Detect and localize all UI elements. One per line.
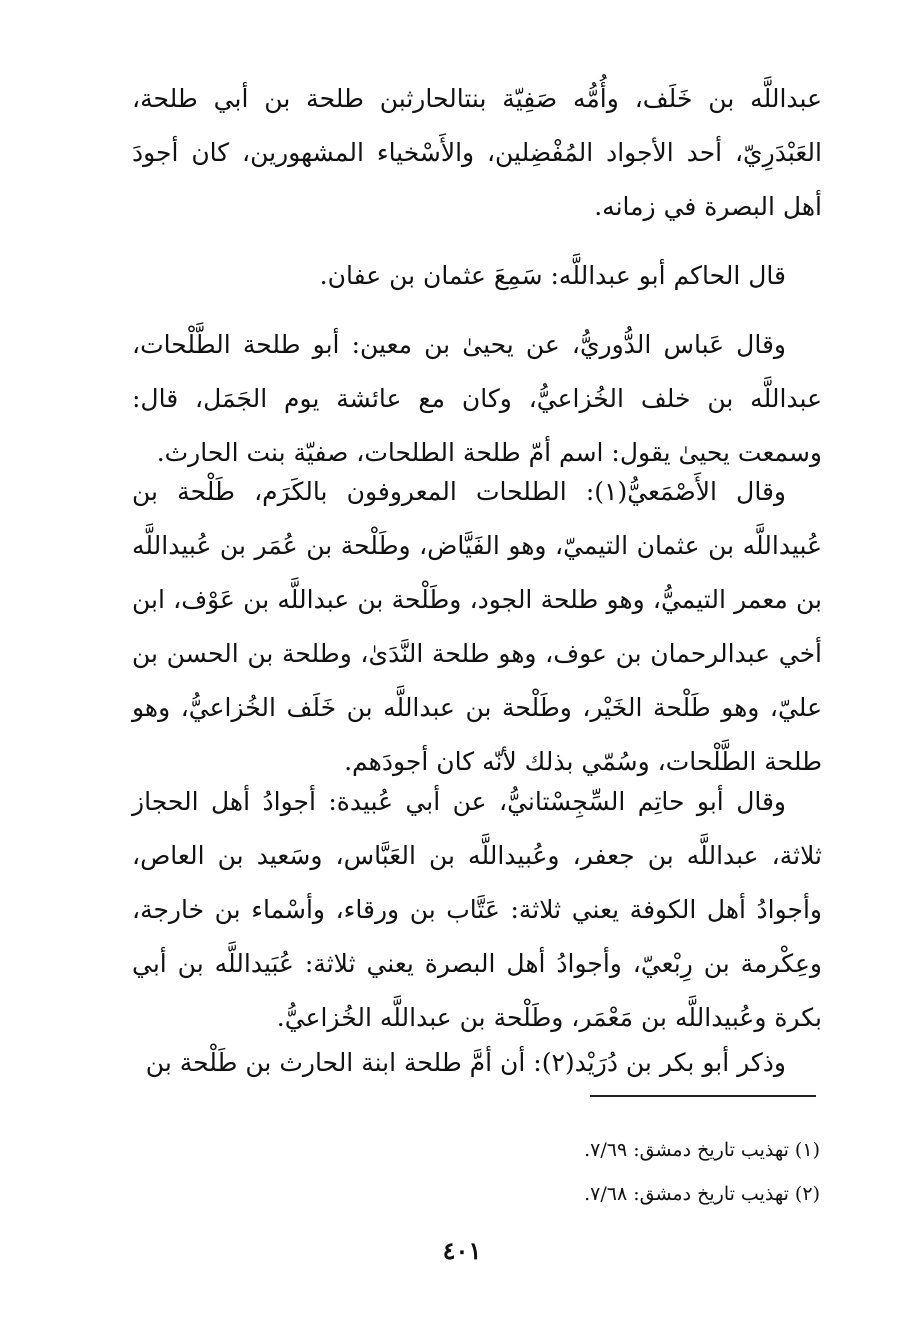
footnote-1: (١) تهذيب تاريخ دمشق: ٧/٦٩. (584, 1139, 820, 1161)
paragraph-1: عبداللَّه بن خَلَف، وأُمُّه صَفِيّة بنتالحارثبن طلحة بن أبي طلحة، العَبْدَرِيّ، أحد الأجواد المُفْضِلين، والأَسْخياء المشهورين، كان أجودَ أهل البصرة في زمانه. (132, 84, 822, 221)
footnote-divider (590, 1095, 816, 1097)
paragraph-2: قال الحاكم أبو عبداللَّه: سَمِعَ عثمان بن عفان. (319, 261, 786, 290)
paragraph-5: وقال أبو حاتِم السِّجِسْتانيُّ، عن أبي عُبيدة: أجوادُ أهل الحجاز ثلاثة، عبداللَّه بن جعفر، وعُبيداللَّه بن العَبَّاس، وسَعيد بن العاص، وأجوادُ أهل الكوفة يعني ثلاثة: عَتَّاب بن ورقاء، وأسْماء بن خارجة، وعِكْرمة بن رِبْعيّ، وأجوادُ أهل البصرة يعني ثلاثة: عُبَيداللَّه بن أبي بكرة وعُبيداللَّه بن مَعْمَر، وطَلْحة بن عبداللَّه الخُزاعيُّ. (132, 787, 822, 1032)
paragraph-4: وقال الأَصْمَعيُّ(١): الطلحات المعروفون بالكَرَم، طَلْحة بن عُبيداللَّه بن عثمان التيميّ، وهو الفَيَّاض، وطَلْحة بن عُمَر بن عُبيداللَّه بن معمر التيميُّ، وهو طلحة الجود، وطَلْحة بن عبداللَّه بن عَوْف، ابن أخي عبدالرحمان بن عوف، وهو طلحة النَّدَىٰ، وطلحة بن الحسن بن عليّ، وهو طَلْحة الخَيْر، وطَلْحة بن عبداللَّه بن خَلَف الخُزاعيُّ، وهو طلحة الطَّلْحات، وسُمّي بذلك لأنّه كان أجودَهم. (132, 477, 822, 776)
page-number: ٤٠١ (442, 1236, 482, 1265)
paragraph-3: وقال عَباس الدُّوريُّ، عن يحيىٰ بن معين: أبو طلحة الطَّلْحات، عبداللَّه بن خلف الخُزاعيُّ، وكان مع عائشة يوم الجَمَل، قال: وسمعت يحيىٰ يقول: اسم أمّ طلحة الطلحات، صفيّة بنت الحارث. (132, 330, 822, 467)
paragraph-6: وذكر أبو بكر بن دُرَيْد(٢): أن أمَّ طلحة ابنة الحارث بن طَلْحة بن (145, 1048, 786, 1077)
footnote-2: (٢) تهذيب تاريخ دمشق: ٧/٦٨. (584, 1183, 820, 1205)
